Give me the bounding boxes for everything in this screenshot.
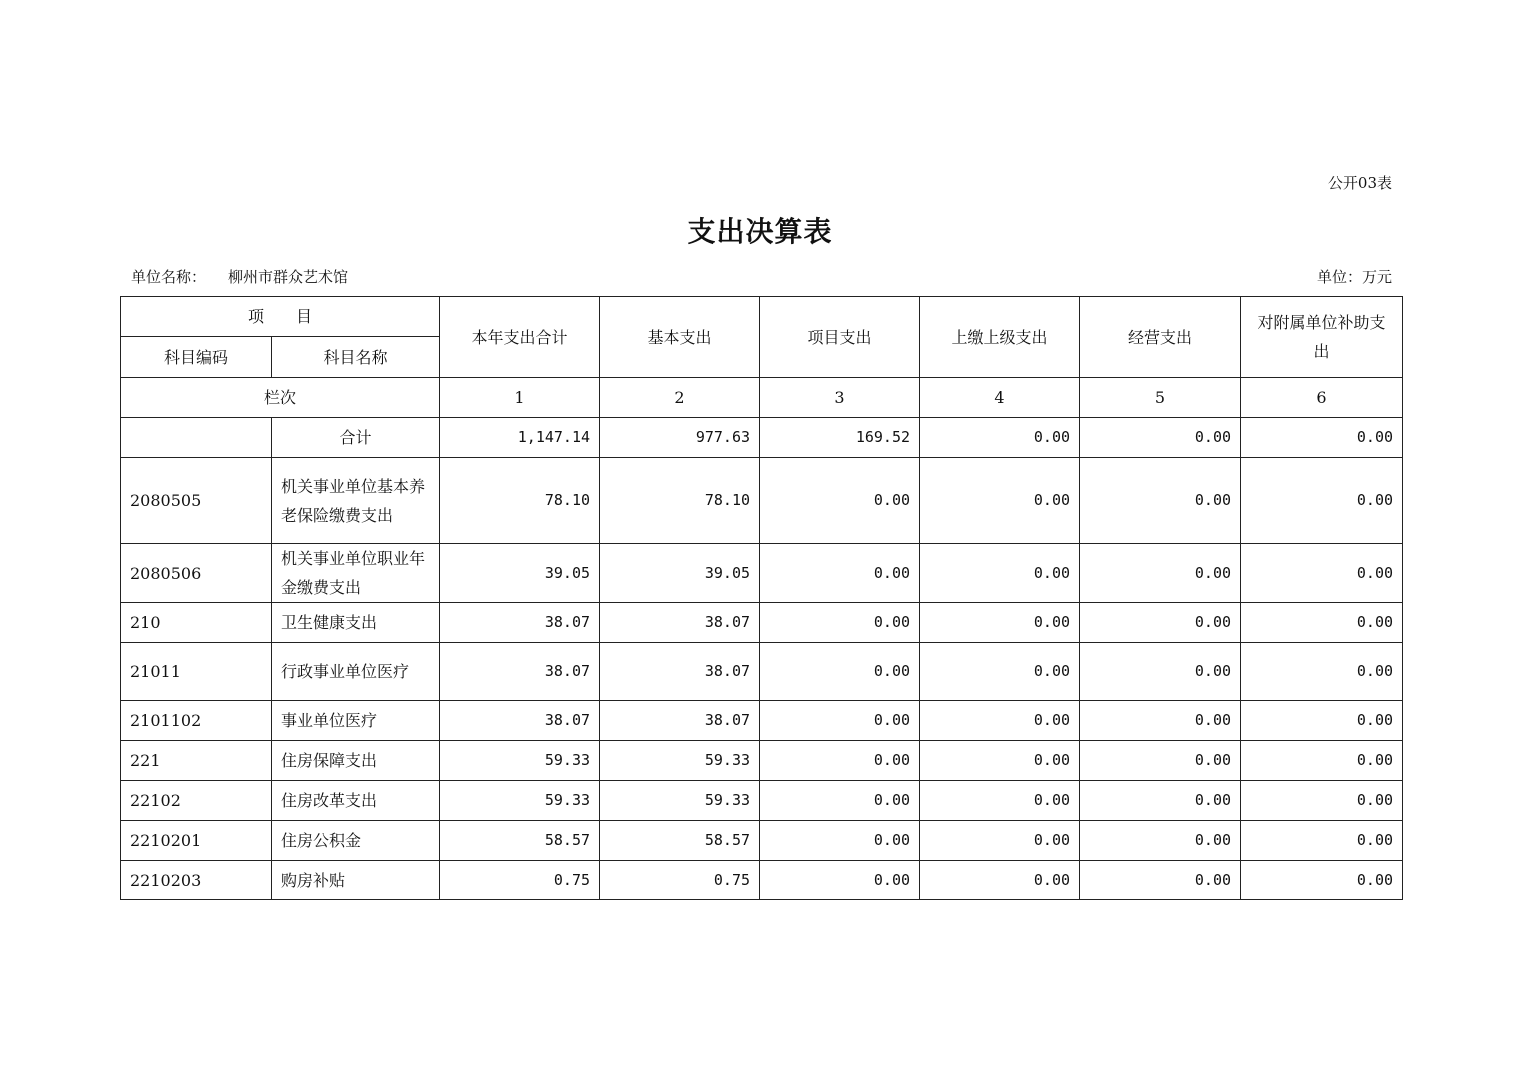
amount-cell: 0.00 [920, 821, 1080, 861]
amount-cell: 0.00 [760, 544, 920, 603]
amount-cell: 0.00 [1080, 603, 1241, 643]
index-row [121, 378, 1403, 418]
amount-cell: 0.00 [1241, 544, 1403, 603]
header-code: 科目编码 [121, 337, 272, 378]
amount-cell: 0.00 [1080, 781, 1241, 821]
amount-cell: 0.00 [1241, 861, 1403, 900]
index-num: 3 [760, 378, 920, 418]
page-title: 支出决算表 [687, 215, 833, 248]
amount-cell: 0.00 [760, 643, 920, 701]
index-label: 栏次 [121, 378, 440, 418]
amount-cell: 58.57 [600, 821, 760, 861]
subject-code: 210 [121, 603, 272, 643]
form-number: 公开03表 [1327, 174, 1392, 192]
amount-cell: 38.07 [440, 701, 600, 741]
total-value: 0.00 [1241, 418, 1403, 458]
subject-code: 22102 [121, 781, 272, 821]
amount-cell: 0.00 [1241, 741, 1403, 781]
table-row [121, 781, 1403, 821]
subject-name: 事业单位医疗 [272, 701, 440, 741]
table-row [121, 861, 1403, 900]
subject-code: 21011 [121, 643, 272, 701]
unit-name-line [131, 266, 348, 287]
header-col5: 经营支出 [1080, 297, 1241, 378]
header-item: 项 目 [121, 297, 440, 337]
total-label: 合计 [272, 418, 440, 458]
amount-cell: 0.00 [760, 603, 920, 643]
index-num: 5 [1080, 378, 1241, 418]
amount-cell: 38.07 [600, 701, 760, 741]
amount-cell: 0.00 [1241, 781, 1403, 821]
header-col2: 基本支出 [600, 297, 760, 378]
amount-cell: 78.10 [600, 458, 760, 544]
amount-cell: 0.00 [1080, 701, 1241, 741]
table-row [121, 701, 1403, 741]
table-row [121, 643, 1403, 701]
subject-name: 购房补贴 [272, 861, 440, 900]
subject-name: 住房改革支出 [272, 781, 440, 821]
amount-cell: 0.00 [1241, 701, 1403, 741]
amount-cell: 59.33 [600, 781, 760, 821]
total-value: 0.00 [1080, 418, 1241, 458]
header-row-1 [121, 297, 1403, 337]
amount-cell: 0.00 [760, 458, 920, 544]
header-col6: 对附属单位补助支出 [1241, 297, 1403, 378]
amount-cell: 0.00 [1080, 861, 1241, 900]
subject-name: 卫生健康支出 [272, 603, 440, 643]
amount-cell: 0.00 [920, 781, 1080, 821]
index-num: 4 [920, 378, 1080, 418]
amount-cell: 39.05 [440, 544, 600, 603]
amount-cell: 39.05 [600, 544, 760, 603]
subject-code: 2080505 [121, 458, 272, 544]
index-num: 1 [440, 378, 600, 418]
amount-cell: 0.00 [1241, 603, 1403, 643]
amount-cell: 0.00 [1080, 458, 1241, 544]
subject-code: 2210201 [121, 821, 272, 861]
table-row [121, 821, 1403, 861]
amount-cell: 59.33 [440, 781, 600, 821]
table-row [121, 458, 1403, 544]
header-col1: 本年支出合计 [440, 297, 600, 378]
amount-cell: 0.00 [920, 643, 1080, 701]
table-row [121, 544, 1403, 603]
amount-cell: 0.00 [1241, 821, 1403, 861]
amount-cell: 38.07 [440, 643, 600, 701]
amount-cell: 59.33 [440, 741, 600, 781]
amount-cell: 0.00 [1241, 643, 1403, 701]
subject-name: 住房公积金 [272, 821, 440, 861]
header-name: 科目名称 [272, 337, 440, 378]
subject-name: 行政事业单位医疗 [272, 643, 440, 701]
total-value: 1,147.14 [440, 418, 600, 458]
amount-cell: 0.00 [920, 544, 1080, 603]
amount-cell: 0.00 [760, 861, 920, 900]
subject-code: 2101102 [121, 701, 272, 741]
subject-name: 机关事业单位基本养老保险缴费支出 [272, 458, 440, 544]
amount-cell: 0.00 [760, 741, 920, 781]
amount-cell: 78.10 [440, 458, 600, 544]
amount-cell: 0.75 [440, 861, 600, 900]
amount-cell: 0.00 [1080, 741, 1241, 781]
subject-code: 2210203 [121, 861, 272, 900]
unit-name-label: 单位名称： [131, 268, 207, 286]
amount-cell: 0.00 [1080, 544, 1241, 603]
header-col3: 项目支出 [760, 297, 920, 378]
table-row [121, 741, 1403, 781]
subject-code: 2080506 [121, 544, 272, 603]
header-col4: 上缴上级支出 [920, 297, 1080, 378]
amount-cell: 59.33 [600, 741, 760, 781]
subject-name: 机关事业单位职业年金缴费支出 [272, 544, 440, 603]
index-num: 6 [1241, 378, 1403, 418]
table-row [121, 603, 1403, 643]
expenditure-table [120, 296, 1403, 900]
amount-cell: 0.00 [760, 821, 920, 861]
amount-cell: 0.00 [920, 861, 1080, 900]
total-value: 0.00 [920, 418, 1080, 458]
unit-name-value: 柳州市群众艺术馆 [228, 268, 349, 286]
amount-cell: 38.07 [600, 643, 760, 701]
total-value: 977.63 [600, 418, 760, 458]
amount-cell: 0.00 [920, 741, 1080, 781]
amount-cell: 0.00 [1241, 458, 1403, 544]
subject-code: 221 [121, 741, 272, 781]
amount-cell: 0.00 [920, 603, 1080, 643]
amount-cell: 38.07 [440, 603, 600, 643]
subject-name: 住房保障支出 [272, 741, 440, 781]
amount-cell: 0.00 [920, 701, 1080, 741]
amount-cell: 38.07 [600, 603, 760, 643]
total-value: 169.52 [760, 418, 920, 458]
total-code-cell [121, 418, 272, 458]
amount-cell: 0.00 [1080, 821, 1241, 861]
amount-cell: 0.00 [920, 458, 1080, 544]
amount-cell: 0.75 [600, 861, 760, 900]
amount-cell: 58.57 [440, 821, 600, 861]
amount-cell: 0.00 [760, 781, 920, 821]
currency-unit: 单位：万元 [1316, 268, 1392, 286]
total-row [121, 418, 1403, 458]
amount-cell: 0.00 [760, 701, 920, 741]
amount-cell: 0.00 [1080, 643, 1241, 701]
index-num: 2 [600, 378, 760, 418]
